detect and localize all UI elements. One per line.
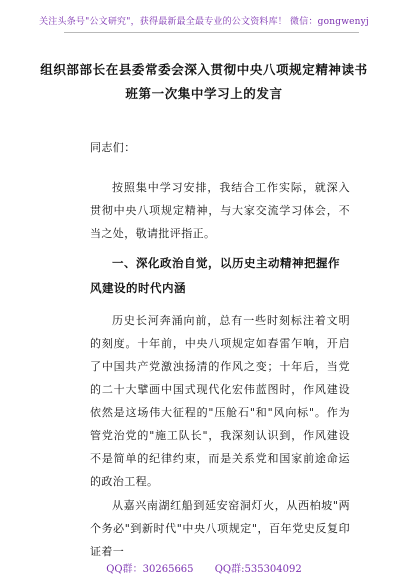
document-title: 组织部部长在县委常委会深入贯彻中央八项规定精神读书班第一次集中学习上的发言	[40, 62, 368, 101]
footer	[0, 560, 408, 575]
footer-qq-group-2: QQ群:535304092	[214, 564, 302, 575]
section-heading-1: 一、深化政治自觉，以历史主动精神把握作风建设的时代内涵	[90, 256, 340, 295]
paragraph-intro: 按照集中学习安排，我结合工作实际，就深入贯彻中央八项规定精神，与大家交流学习体会，不当之处，敬请批评指正。	[90, 181, 350, 240]
header-divider	[64, 32, 359, 33]
header-note: 关注头条号"公文研究"，获得最新最全最专业的公文资料库！ 微信：gongwenyj	[39, 17, 369, 27]
footer-qq-group-1: QQ群：30265665	[106, 564, 194, 575]
salutation: 同志们：	[90, 141, 136, 154]
paragraph-history: 历史长河奔涌向前，总有一些时刻标注着文明的刻度。十年前，中央八项规定如春雷乍响，开启了中国共产党激浊扬清的作风之变；十年后，当党的二十大擘画中国式现代化宏伟蓝图时，作风建设依然是这场伟大征程的"压舱石"和"风向标"。作为管党治党的"施工队长"，我深刻认识到，作风建设不是简单的纪律约束，而是关系党和国家前途命运的政治工程。	[90, 314, 350, 488]
paragraph-party-history: 从嘉兴南湖红船到延安窑洞灯火，从西柏坡"两个务必"到新时代"中央八项规定"，百年党史反复印证着一	[90, 499, 350, 558]
